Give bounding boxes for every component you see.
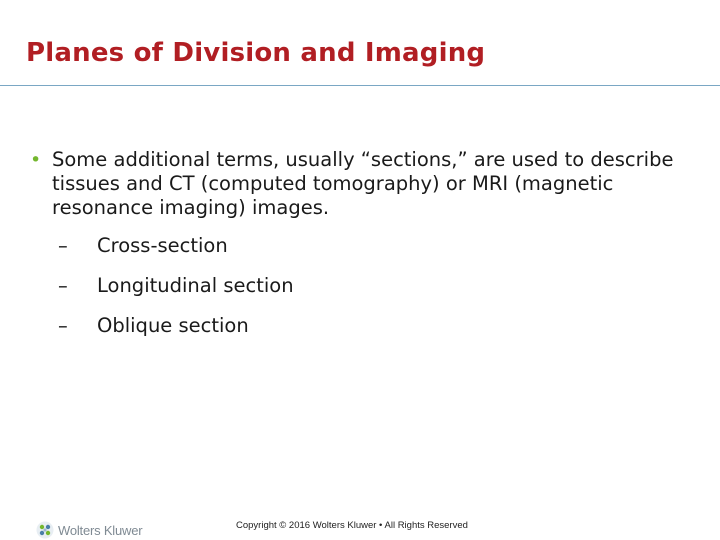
sub-bullet-marker: –	[58, 234, 68, 257]
bullet-text: Some additional terms, usually “sections,” are used to describe tissues and CT (computed tomography) or MRI (magnetic resonance imaging) images.	[52, 148, 674, 219]
logo-text: Wolters Kluwer	[58, 522, 143, 538]
slide-title: Planes of Division and Imaging	[26, 38, 486, 68]
sub-bullet-marker: –	[58, 314, 68, 337]
copyright-notice: Copyright © 2016 Wolters Kluwer • All Rights Reserved	[236, 520, 468, 531]
bullet-item	[28, 148, 708, 220]
sub-bullet-text: Oblique section	[97, 314, 249, 337]
footer-logo	[36, 521, 142, 539]
wolters-kluwer-logo-icon	[36, 521, 54, 539]
bullet-list	[28, 148, 708, 220]
sub-bullet-marker: –	[58, 274, 68, 297]
bullet-marker: •	[30, 149, 42, 171]
sub-bullet-text: Cross-section	[97, 234, 228, 257]
sub-bullet-text: Longitudinal section	[97, 274, 294, 297]
title-divider	[0, 85, 720, 86]
